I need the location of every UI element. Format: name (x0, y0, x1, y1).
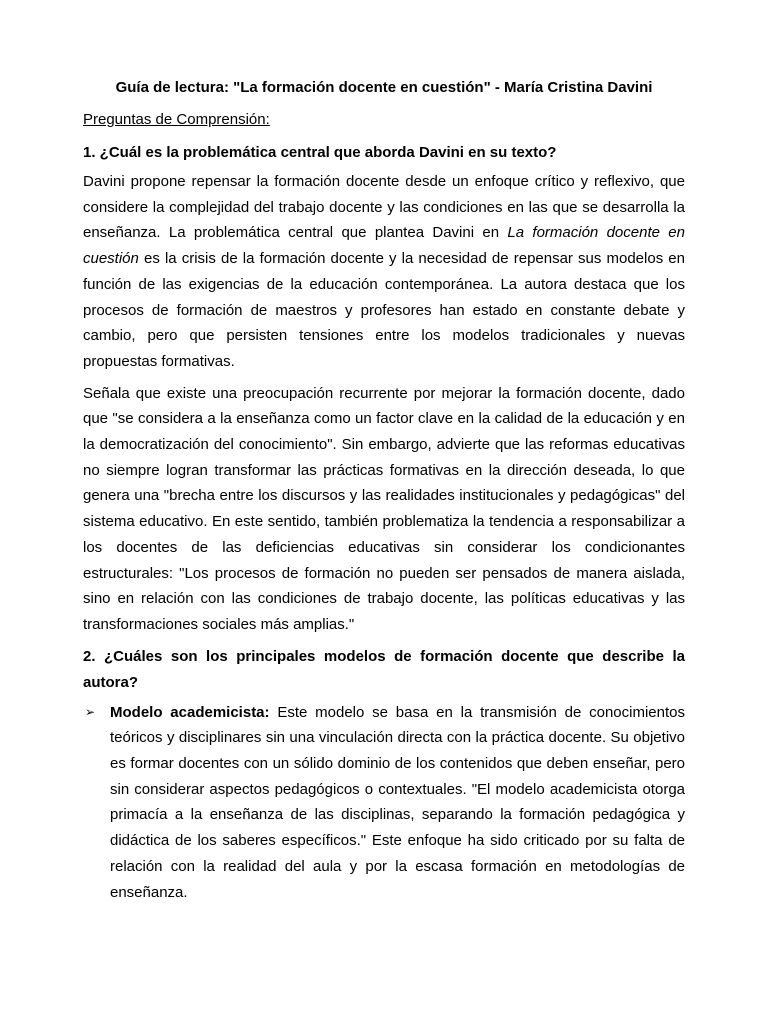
models-list (83, 700, 685, 906)
paragraph-text: es la crisis de la formación docente y la necesidad de repensar sus modelos en función de las exigencias de la educación contemporánea. La autora destaca que los procesos de formación de maestros y profesores han estado en constante debate y cambio, pero que persisten tensiones entre los modelos tradicionales y nuevas propuestas formativas. (83, 250, 685, 370)
arrow-bullet-icon: ➢ (85, 704, 96, 719)
book-title-italic: La formación docente en cuestión (83, 224, 685, 268)
section-heading: Preguntas de Comprensión: (83, 111, 270, 128)
question-1-paragraph-2: Señala que existe una preocupación recurrente por mejorar la formación docente, dado que "se considera a la enseñanza como un factor clave en la calidad de la educación y en la democratización del conocimiento". Sin embargo, advierte que las reformas educativas no siempre logran transformar las prácticas formativas en la dirección deseada, lo que genera una "brecha entre los discursos y las realidades institucionales y pedagógicas" del sistema educativo. En este sentido, también problematiza la tendencia a responsabilizar a los docentes de las deficiencias educativas sin considerar los condicionantes estructurales: "Los procesos de formación no pueden ser pensados de manera aislada, sino en relación con las condiciones de trabajo docente, las políticas educativas y las transformaciones sociales más amplias." (83, 384, 685, 633)
paragraph-text: Davini propone repensar la formación docente desde un enfoque crítico y reflexivo, que considere la complejidad del trabajo docente y las condiciones en las que se desarrolla la enseñanza. La problemática central que plantea Davini en (83, 173, 685, 242)
model-description: Este modelo se basa en la transmisión de conocimientos teóricos y disciplinares sin una vinculación directa con la práctica docente. Su objetivo es formar docentes con un sólido dominio de los contenidos que deben enseñar, pero sin considerar aspectos pedagógicos o contextuales. "El modelo academicista otorga primacía a la enseñanza de las disciplinas, separando la formación pedagógica y didáctica de los saberes específicos." Este enfoque ha sido criticado por su falta de relación con la realidad del aula y por la escasa formación en metodologías de enseñanza. (110, 703, 685, 901)
question-1-paragraph-1 (83, 169, 685, 375)
document-title: Guía de lectura: "La formación docente en cuestión" - María Cristina Davini (115, 79, 653, 96)
list-item (83, 700, 685, 906)
model-label: Modelo academicista: (110, 703, 270, 721)
question-2-heading: 2. ¿Cuáles son los principales modelos de formación docente que describe la autora? (83, 647, 685, 691)
document-page (83, 78, 685, 905)
question-1-heading: 1. ¿Cuál es la problemática central que aborda Davini en su texto? (83, 144, 557, 161)
